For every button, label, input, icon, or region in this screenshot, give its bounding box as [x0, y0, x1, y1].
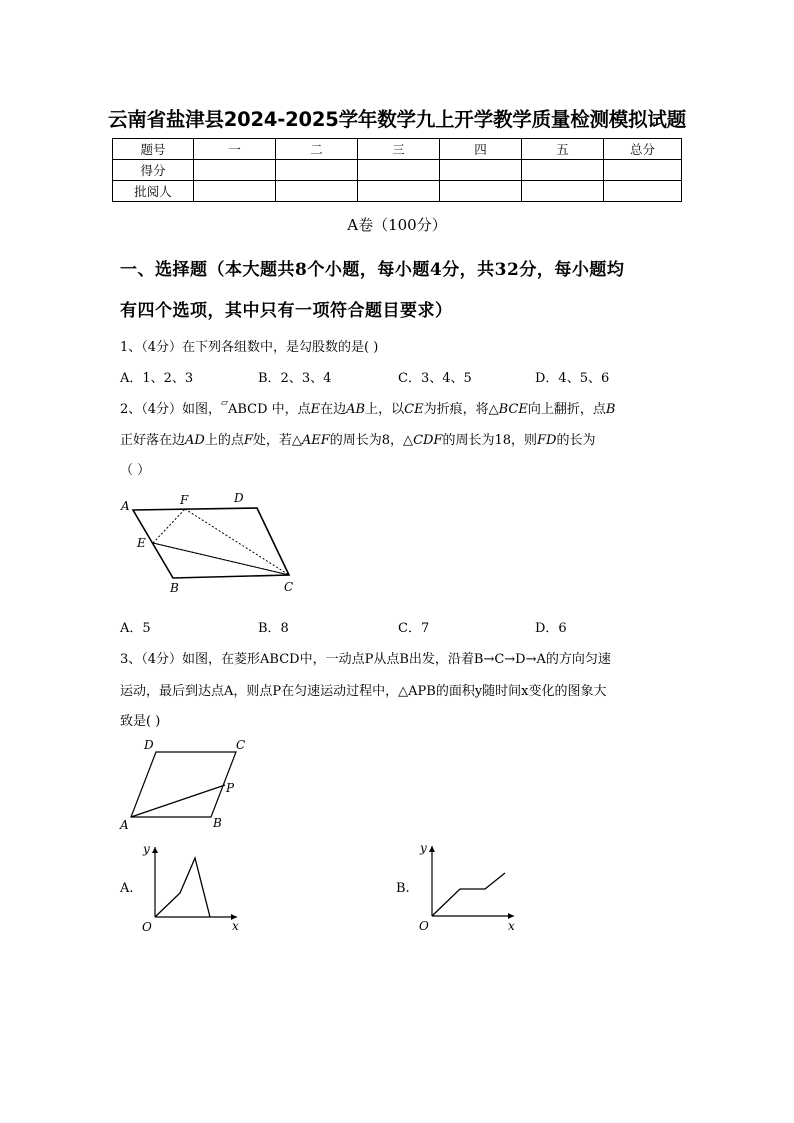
label-f: F	[180, 493, 189, 507]
math-var: E	[310, 402, 321, 417]
q1-option-c: C．3、4、5	[398, 371, 472, 386]
label-c: C	[236, 738, 246, 752]
text: 上的点	[204, 433, 244, 448]
axis-x-label: x	[508, 919, 515, 933]
q2-option-d: D．6	[535, 621, 567, 636]
text: ABCD 中，点	[227, 402, 311, 417]
question-3-line1: 3、（4分）如图，在菱形ABCD中，一动点P从点B出发，沿着B→C→D→A的方向匀速	[120, 652, 611, 667]
axis-y-label: y	[143, 842, 150, 856]
label-b: B	[213, 816, 222, 830]
text: 向上翻折，点	[527, 402, 606, 417]
axis-y-label: y	[420, 841, 427, 855]
table-cell: 批阅人	[113, 181, 194, 202]
label-a: A	[121, 499, 130, 513]
table-cell: 二	[276, 139, 358, 160]
text: 在边	[320, 402, 347, 417]
math-var: AEF	[301, 433, 330, 448]
y-axis-arrow	[429, 846, 435, 852]
table-cell: 三	[358, 139, 440, 160]
math-var: AD	[185, 433, 205, 448]
math-var: CE	[404, 402, 424, 417]
table-cell: 四	[440, 139, 522, 160]
table-cell: 总分	[604, 139, 682, 160]
q1-option-d: D．4、5、6	[535, 371, 610, 386]
math-var: FD	[537, 433, 557, 448]
section-heading-line2: 有四个选项，其中只有一项符合题目要求）	[120, 301, 453, 321]
math-var: F	[243, 433, 253, 448]
section-heading-line1: 一、选择题（本大题共8个小题，每小题4分，共32分，每小题均	[120, 260, 625, 280]
q2-option-c: C．7	[398, 621, 430, 636]
q1-option-a: A．1、2、3	[120, 371, 194, 386]
math-var: B	[605, 402, 616, 417]
page-title: 云南省盐津县2024-2025学年数学九上开学教学质量检测模拟试题	[107, 108, 687, 131]
text: 上，以	[365, 402, 405, 417]
q3-option-b-label: B.	[396, 881, 410, 896]
question-1-stem: 1、（4分）在下列各组数中，是勾股数的是( )	[120, 340, 379, 355]
math-var: AB	[346, 402, 366, 417]
q1-option-b: B．2、3、4	[258, 371, 332, 386]
parallelogram-symbol: ▱	[221, 398, 228, 408]
q2-option-a: A．5	[120, 621, 151, 636]
label-d: D	[234, 491, 244, 505]
origin-label: O	[419, 919, 429, 933]
question-3-line2: 运动，最后到达点A，则点P在匀速运动过程中，△APB的面积y随时间x变化的图象大	[120, 684, 607, 699]
text: 的周长为8，△	[329, 433, 414, 448]
math-var: CDF	[413, 433, 443, 448]
question-3-line3: 致是( )	[120, 714, 161, 729]
q3-option-a-label: A.	[120, 881, 134, 896]
label-e: E	[137, 536, 146, 550]
graph-b-curve	[432, 873, 505, 916]
label-b: B	[170, 581, 179, 595]
label-a: A	[120, 818, 129, 832]
table-cell: 五	[522, 139, 604, 160]
table-cell: 题号	[113, 139, 194, 160]
q2-option-b: B．8	[258, 621, 289, 636]
axis-x-label: x	[232, 919, 239, 933]
text: 正好落在边	[120, 433, 186, 448]
text: 2、（4分）如图，	[120, 402, 222, 417]
table-cell: 一	[194, 139, 276, 160]
text: 处，若△	[252, 433, 302, 448]
origin-label: O	[142, 920, 152, 934]
paper-a-heading: A卷（100分）	[347, 216, 447, 234]
text: 为折痕，将△	[423, 402, 499, 417]
label-c: C	[284, 580, 294, 594]
label-p: P	[226, 781, 235, 795]
text: 的长为	[556, 433, 596, 448]
math-var: BCE	[498, 402, 528, 417]
label-d: D	[144, 738, 154, 752]
table-cell: 得分	[113, 160, 194, 181]
question-2-line3: （ ）	[120, 463, 151, 478]
text: 的周长为18，则	[442, 433, 537, 448]
